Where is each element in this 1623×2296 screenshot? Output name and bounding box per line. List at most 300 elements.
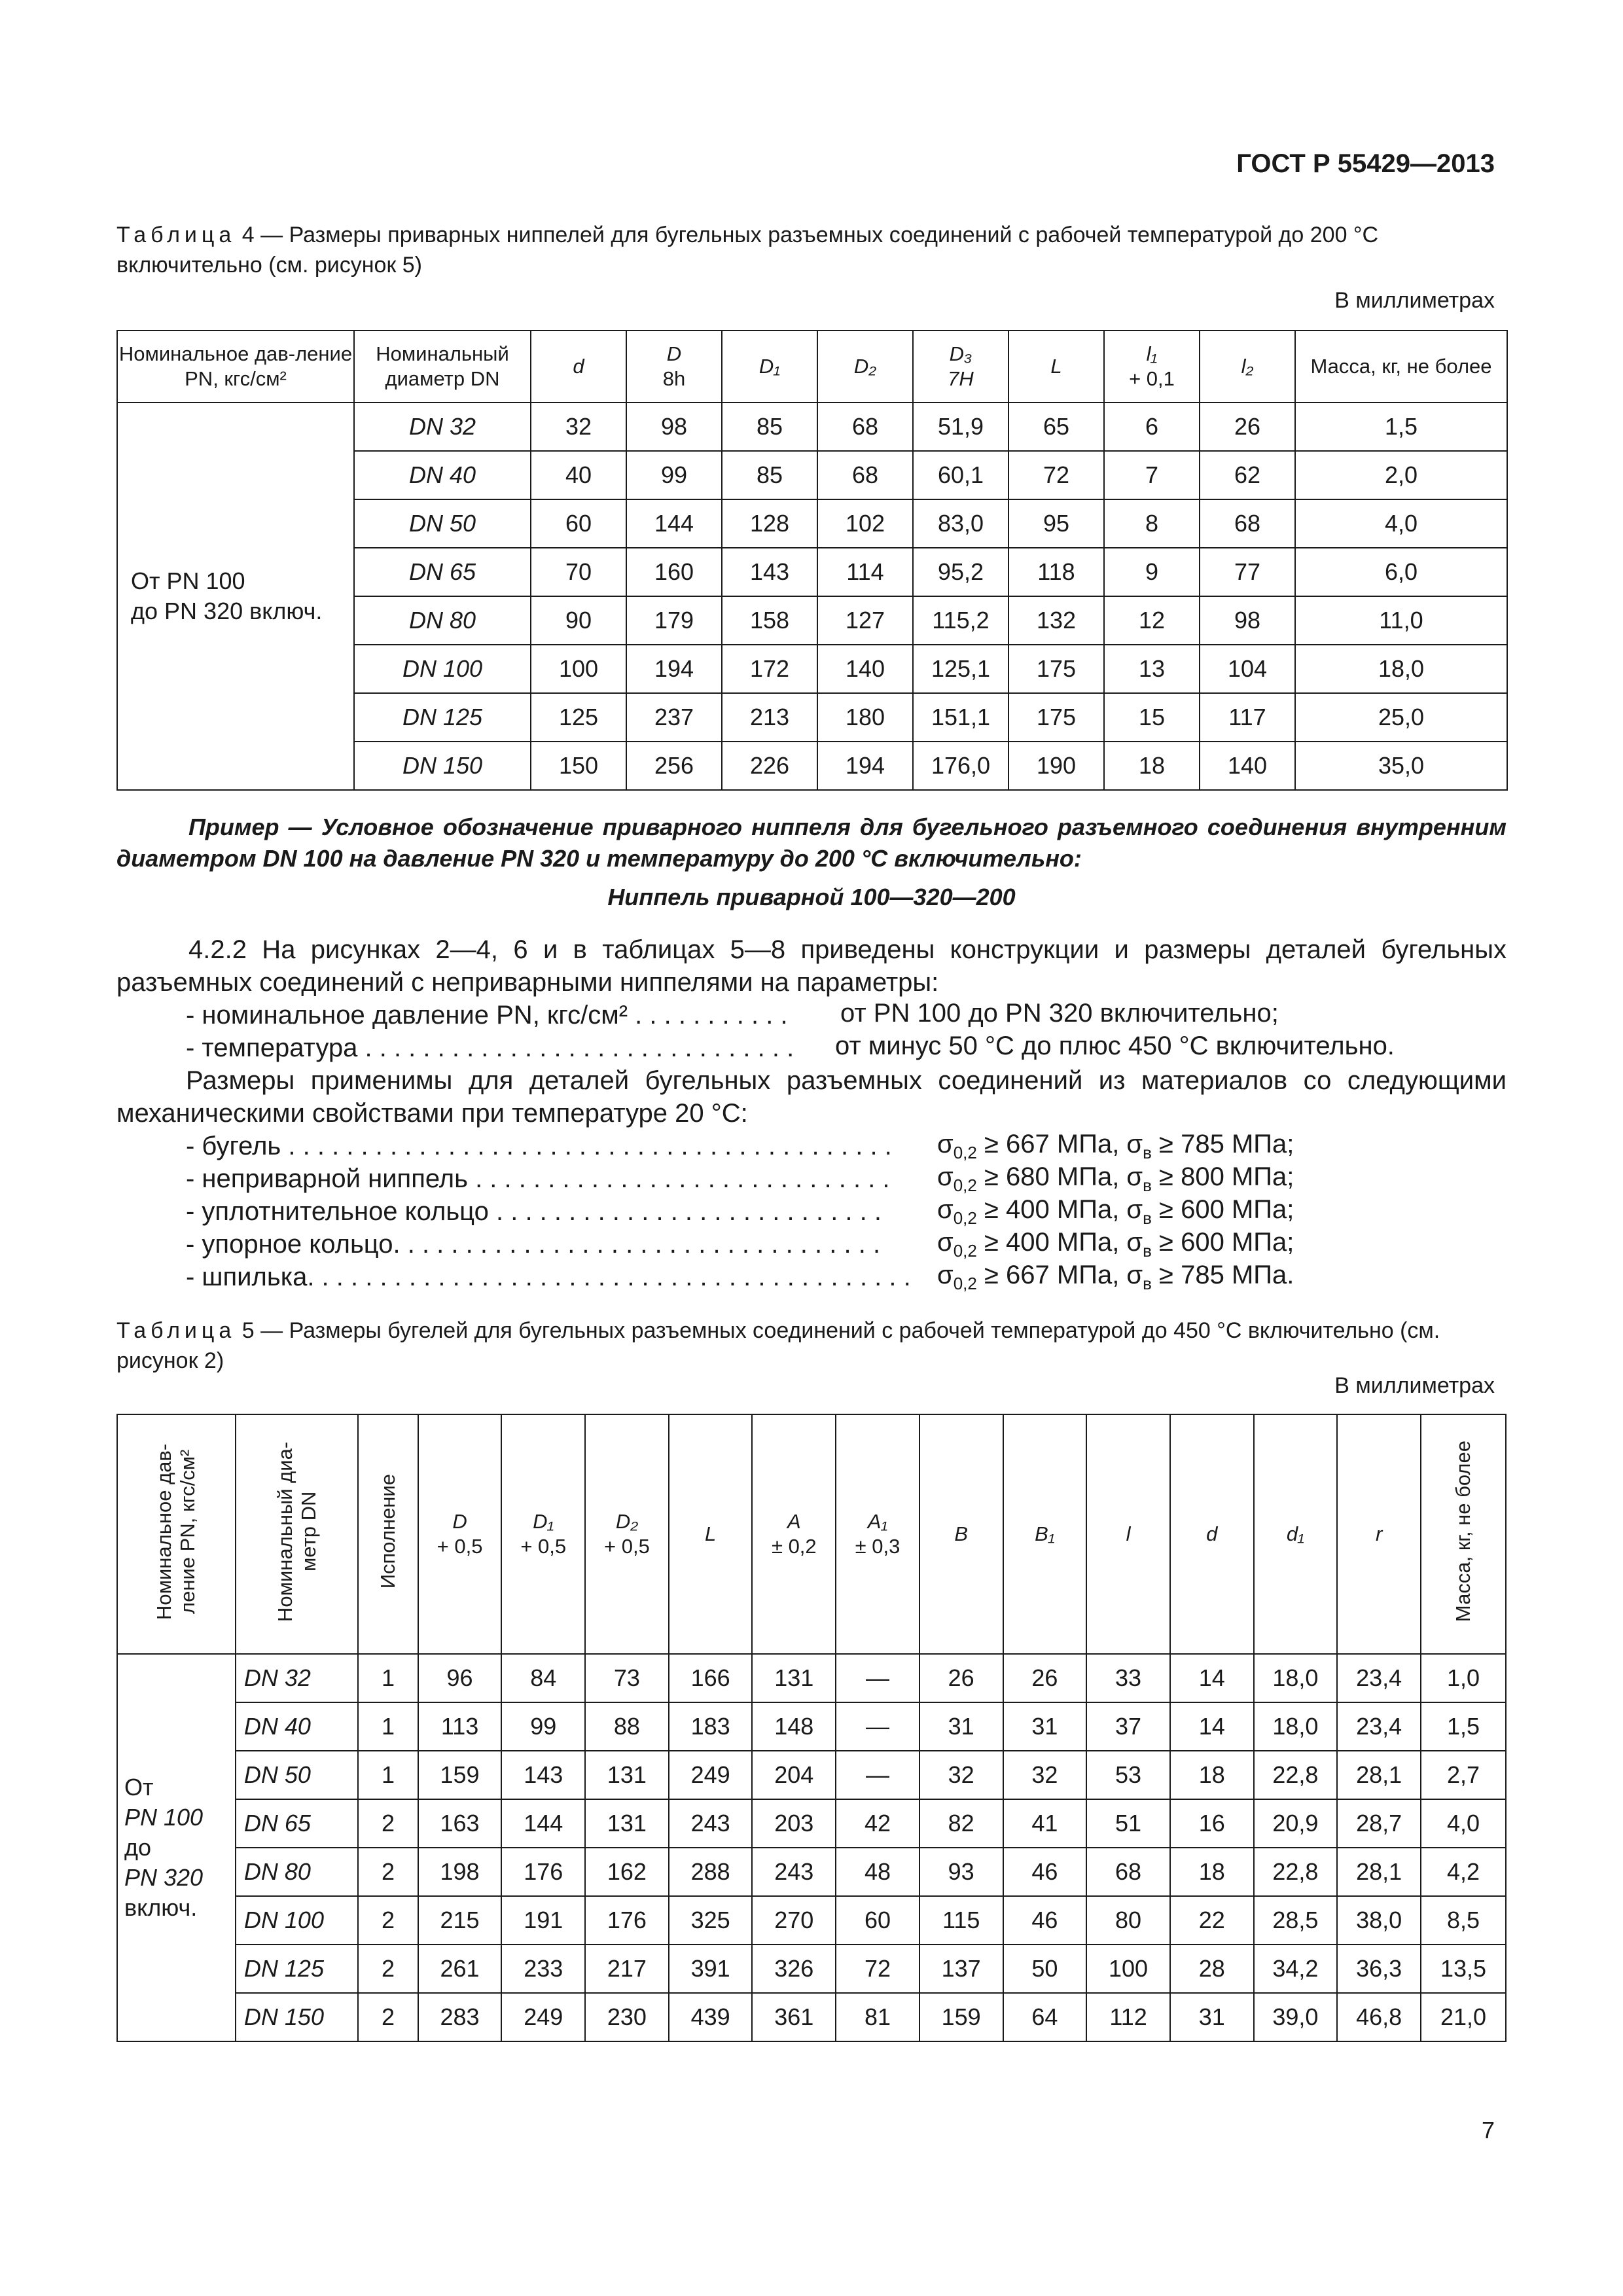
property-value-1: ≥ 400 МПа, xyxy=(976,1228,1127,1257)
table-cell: 1,5 xyxy=(1295,403,1507,451)
table5-dn xyxy=(236,1993,358,2041)
property-value-2: ≥ 600 МПа; xyxy=(1151,1228,1294,1257)
property-value-1: ≥ 667 МПа, xyxy=(976,1130,1127,1158)
table-cell: 144 xyxy=(501,1799,585,1848)
table-cell: 2,7 xyxy=(1421,1751,1506,1799)
table-cell: 243 xyxy=(752,1848,836,1896)
table-cell: 32 xyxy=(1003,1751,1087,1799)
table-cell: 104 xyxy=(1200,645,1295,693)
table-cell: 166 xyxy=(669,1654,753,1702)
table-cell: 28,5 xyxy=(1254,1896,1338,1945)
table-row xyxy=(117,1896,1506,1945)
sigma-subscript: в xyxy=(1143,1274,1152,1293)
table-cell: 68 xyxy=(817,451,913,499)
table-cell: 25,0 xyxy=(1295,693,1507,742)
table5 xyxy=(116,1414,1507,2042)
table-cell: 35,0 xyxy=(1295,742,1507,790)
table-cell: 18,0 xyxy=(1295,645,1507,693)
table5-dn-text: DN 100 xyxy=(243,1907,324,1933)
table-cell: 439 xyxy=(669,1993,753,2041)
table-cell: 175 xyxy=(1008,693,1104,742)
table4-header-D1 xyxy=(722,331,817,403)
property-label: - шпилька. . . . . . . . . . . . . . . . . . . . . . . . . . . . . . . . . . . . . . . . . . xyxy=(186,1263,911,1291)
table4-pressure-line1: От PN 100 xyxy=(131,567,245,594)
table-cell: 1 xyxy=(358,1751,418,1799)
table5-dn xyxy=(236,1945,358,1993)
table5-header-r-text: r xyxy=(1375,1522,1383,1545)
table-cell: 163 xyxy=(418,1799,502,1848)
sigma-symbol: σ xyxy=(1126,1130,1143,1158)
table4-dn xyxy=(354,742,531,790)
table5-dn-text: DN 150 xyxy=(243,2003,324,2030)
table-cell: 65 xyxy=(1008,403,1104,451)
table-cell: 162 xyxy=(585,1848,669,1896)
table-cell: 2 xyxy=(358,1896,418,1945)
table-cell: 14 xyxy=(1170,1702,1254,1751)
table-cell: 1,0 xyxy=(1421,1654,1506,1702)
table-cell: 127 xyxy=(817,596,913,645)
table-cell: 37 xyxy=(1086,1702,1170,1751)
table4-header-D3 xyxy=(913,331,1008,403)
property-value-2: ≥ 785 МПа; xyxy=(1151,1130,1294,1158)
table-cell: — xyxy=(836,1702,919,1751)
table-cell: 31 xyxy=(1003,1702,1087,1751)
table-cell: 261 xyxy=(418,1945,502,1993)
table-cell: 361 xyxy=(752,1993,836,2041)
table4-header-row xyxy=(117,331,1507,403)
table5-header-r xyxy=(1337,1414,1421,1654)
table-cell: 233 xyxy=(501,1945,585,1993)
table4-caption-label: Таблица xyxy=(116,223,236,247)
table-cell: 13 xyxy=(1104,645,1200,693)
table5-header-D-tol: + 0,5 xyxy=(437,1535,483,1558)
table5-header-A xyxy=(752,1414,836,1654)
table-cell: 28,7 xyxy=(1337,1799,1421,1848)
table-cell: 325 xyxy=(669,1896,753,1945)
table4-header-l1-tol: + 0,1 xyxy=(1129,367,1175,390)
table4-dn xyxy=(354,693,531,742)
table-cell: 283 xyxy=(418,1993,502,2041)
table-cell: 68 xyxy=(1086,1848,1170,1896)
table5-header-variant xyxy=(358,1414,418,1654)
table5-pressure-line: От xyxy=(124,1774,154,1801)
table5-header-L xyxy=(669,1414,753,1654)
table-cell: 11,0 xyxy=(1295,596,1507,645)
table5-header-row xyxy=(117,1414,1506,1654)
table-cell: 6,0 xyxy=(1295,548,1507,596)
table-cell: 117 xyxy=(1200,693,1295,742)
table-cell: 158 xyxy=(722,596,817,645)
table5-pressure-line: PN 320 xyxy=(124,1864,204,1891)
table5-header-d1-text: d₁ xyxy=(1286,1522,1304,1545)
table-cell: 18,0 xyxy=(1254,1702,1338,1751)
property-value xyxy=(937,1261,1294,1294)
table-cell: 203 xyxy=(752,1799,836,1848)
table-cell: 22 xyxy=(1170,1896,1254,1945)
table-cell: 131 xyxy=(585,1799,669,1848)
table5-header-D1 xyxy=(501,1414,585,1654)
table-cell: 32 xyxy=(531,403,626,451)
table-cell: 46 xyxy=(1003,1896,1087,1945)
table-cell: 140 xyxy=(817,645,913,693)
table-cell: 22,8 xyxy=(1254,1751,1338,1799)
table5-dn-text: DN 125 xyxy=(243,1955,324,1982)
table5-header-D xyxy=(418,1414,502,1654)
table5-dn xyxy=(236,1848,358,1896)
table5-header-diameter xyxy=(236,1414,358,1654)
table-cell: 28,1 xyxy=(1337,1848,1421,1896)
table4-dn xyxy=(354,548,531,596)
table-cell: 176 xyxy=(585,1896,669,1945)
table-cell: 172 xyxy=(722,645,817,693)
table-cell: 60 xyxy=(836,1896,919,1945)
table5-dn-text: DN 50 xyxy=(243,1761,311,1788)
table-cell: 140 xyxy=(1200,742,1295,790)
table-cell: 143 xyxy=(501,1751,585,1799)
table-cell: 64 xyxy=(1003,1993,1087,2041)
sigma-symbol: σ xyxy=(937,1228,954,1257)
table-cell: 53 xyxy=(1086,1751,1170,1799)
table-cell: 204 xyxy=(752,1751,836,1799)
table-cell: 32 xyxy=(919,1751,1003,1799)
table-cell: 217 xyxy=(585,1945,669,1993)
table-cell: 213 xyxy=(722,693,817,742)
sigma-symbol: σ xyxy=(1126,1162,1143,1191)
table-cell: 93 xyxy=(919,1848,1003,1896)
property-line xyxy=(186,1195,882,1228)
table-cell: — xyxy=(836,1654,919,1702)
table-cell: 38,0 xyxy=(1337,1896,1421,1945)
table-cell: 98 xyxy=(626,403,722,451)
table5-dn xyxy=(236,1751,358,1799)
table-row xyxy=(117,1945,1506,1993)
table4-dn-text: DN 150 xyxy=(402,752,483,779)
table-cell: 95,2 xyxy=(913,548,1008,596)
table-cell: 180 xyxy=(817,693,913,742)
table-cell: 114 xyxy=(817,548,913,596)
table-cell: 81 xyxy=(836,1993,919,2041)
table-cell: 160 xyxy=(626,548,722,596)
table-row xyxy=(117,1702,1506,1751)
table-cell: 51 xyxy=(1086,1799,1170,1848)
table-row xyxy=(117,1993,1506,2041)
table-cell: 83,0 xyxy=(913,499,1008,548)
sigma-subscript: 0,2 xyxy=(953,1208,977,1228)
table4-header-D xyxy=(626,331,722,403)
table4-header-D-text: D xyxy=(666,342,682,365)
sigma-symbol: σ xyxy=(937,1261,954,1289)
sigma-subscript: в xyxy=(1143,1208,1152,1228)
param-temperature-value: от минус 50 °С до плюс 450 °С включительно. xyxy=(835,1031,1395,1060)
table-cell: 191 xyxy=(501,1896,585,1945)
table-cell: 7 xyxy=(1104,451,1200,499)
table5-caption-text: 5 — Размеры бугелей для бугельных разъемных соединений с рабочей температурой до 450 °С включительно (см. рисунок 2) xyxy=(116,1318,1440,1373)
table5-header-l-text: l xyxy=(1126,1522,1131,1545)
example-designation: Ниппель приварной 100—320—200 xyxy=(607,884,1016,910)
table5-header-diameter-text: Номинальный диа-метр DN xyxy=(273,1441,320,1622)
table-cell: 128 xyxy=(722,499,817,548)
table5-header-variant-text: Исполнение xyxy=(376,1473,399,1589)
table-cell: — xyxy=(836,1751,919,1799)
table-cell: 68 xyxy=(1200,499,1295,548)
table5-header-D1-tol: + 0,5 xyxy=(520,1535,567,1558)
table-cell: 16 xyxy=(1170,1799,1254,1848)
property-line xyxy=(186,1228,880,1261)
table-cell: 102 xyxy=(817,499,913,548)
table-cell: 95 xyxy=(1008,499,1104,548)
standard-identifier: ГОСТ Р 55429—2013 xyxy=(1236,149,1495,178)
table5-header-A1 xyxy=(836,1414,919,1654)
table-row xyxy=(117,1654,1506,1702)
table4-dn xyxy=(354,596,531,645)
table4-dn xyxy=(354,645,531,693)
property-line xyxy=(186,1261,911,1293)
table5-pressure-line: включ. xyxy=(124,1894,198,1921)
table-cell: 99 xyxy=(626,451,722,499)
table-cell: 60,1 xyxy=(913,451,1008,499)
table-cell: 15 xyxy=(1104,693,1200,742)
table-cell: 125 xyxy=(531,693,626,742)
table-row xyxy=(117,1848,1506,1896)
table-cell: 51,9 xyxy=(913,403,1008,451)
table5-header-pressure-text: Номинальное дав-ление PN, кгс/см² xyxy=(152,1443,200,1620)
table-cell: 21,0 xyxy=(1421,1993,1506,2041)
table-cell: 36,3 xyxy=(1337,1945,1421,1993)
property-value-2: ≥ 800 МПа; xyxy=(1151,1162,1294,1191)
table5-header-B xyxy=(919,1414,1003,1654)
table-cell: 270 xyxy=(752,1896,836,1945)
table4-header-pressure: Номинальное дав-ление PN, кгс/см² xyxy=(117,331,354,403)
property-label: - упорное кольцо. . . . . . . . . . . . . . . . . . . . . . . . . . . . . . . . . . xyxy=(186,1230,881,1259)
table4-header-L xyxy=(1008,331,1104,403)
table5-dn-text: DN 32 xyxy=(243,1664,311,1691)
table-cell: 159 xyxy=(919,1993,1003,2041)
table-cell: 41 xyxy=(1003,1799,1087,1848)
table-cell: 84 xyxy=(501,1654,585,1702)
table5-dn xyxy=(236,1654,358,1702)
table4-header-l2-text: l₂ xyxy=(1241,355,1254,378)
table-cell: 33 xyxy=(1086,1654,1170,1702)
table5-header-d1 xyxy=(1254,1414,1338,1654)
sigma-subscript: 0,2 xyxy=(953,1274,977,1293)
table5-header-B1-text: B₁ xyxy=(1035,1522,1055,1545)
table4-header-D1-text: D₁ xyxy=(758,355,781,378)
table-cell: 6 xyxy=(1104,403,1200,451)
table-cell: 77 xyxy=(1200,548,1295,596)
param-pressure-value: от PN 100 до PN 320 включительно; xyxy=(840,999,1279,1028)
table5-header-D-text: D xyxy=(452,1510,467,1533)
table5-dn xyxy=(236,1896,358,1945)
table-cell: 9 xyxy=(1104,548,1200,596)
sigma-symbol: σ xyxy=(1126,1195,1143,1224)
table5-pressure-line: PN 100 xyxy=(124,1804,204,1831)
table4-header-l1 xyxy=(1104,331,1200,403)
table4-units: В миллиметрах xyxy=(1334,288,1495,313)
table-cell: 4,0 xyxy=(1421,1799,1506,1848)
table-cell: 40 xyxy=(531,451,626,499)
table-cell: 28 xyxy=(1170,1945,1254,1993)
table-cell: 131 xyxy=(585,1751,669,1799)
table4-dn xyxy=(354,403,531,451)
table-cell: 18,0 xyxy=(1254,1654,1338,1702)
example-text: Пример — Условное обозначение приварного ниппеля для бугельного разъемного соединения внутренним диаметром DN 100 на давление PN 320 и температуру до 200 °С включительно: xyxy=(116,814,1507,872)
table-cell: 2 xyxy=(358,1993,418,2041)
table-cell: 2 xyxy=(358,1945,418,1993)
table-cell: 8 xyxy=(1104,499,1200,548)
param-temperature-label: - температура . . . . . . . . . . . . . . . . . . . . . . . . . . . . . . xyxy=(186,1033,794,1062)
table-cell: 176,0 xyxy=(913,742,1008,790)
property-value-2: ≥ 785 МПа. xyxy=(1151,1261,1294,1289)
table-cell: 39,0 xyxy=(1254,1993,1338,2041)
table4-pressure-cell xyxy=(117,403,354,790)
table-cell: 26 xyxy=(919,1654,1003,1702)
table5-header-mass xyxy=(1421,1414,1506,1654)
table-cell: 137 xyxy=(919,1945,1003,1993)
table-cell: 256 xyxy=(626,742,722,790)
sigma-subscript: 0,2 xyxy=(953,1175,977,1195)
table-cell: 215 xyxy=(418,1896,502,1945)
table5-pressure-cell xyxy=(117,1654,236,2041)
table-cell: 85 xyxy=(722,451,817,499)
sigma-subscript: 0,2 xyxy=(953,1241,977,1261)
table-row xyxy=(117,403,1507,451)
table-cell: 88 xyxy=(585,1702,669,1751)
table-cell: 23,4 xyxy=(1337,1654,1421,1702)
table-cell: 31 xyxy=(1170,1993,1254,2041)
table4-dn xyxy=(354,451,531,499)
table5-header-mass-text: Масса, кг, не более xyxy=(1451,1440,1474,1623)
table-cell: 113 xyxy=(418,1702,502,1751)
table5-header-D2-tol: + 0,5 xyxy=(604,1535,650,1558)
table-cell: 144 xyxy=(626,499,722,548)
table-cell: 183 xyxy=(669,1702,753,1751)
table-cell: 96 xyxy=(418,1654,502,1702)
table-cell: 243 xyxy=(669,1799,753,1848)
table4-caption-text: 4 — Размеры приварных ниппелей для бугельных разъемных соединений с рабочей температурой до 200 °С включительно (см. рисунок 5) xyxy=(116,223,1379,278)
table-cell: 249 xyxy=(669,1751,753,1799)
table4-header-d-text: d xyxy=(573,355,584,378)
table-cell: 2,0 xyxy=(1295,451,1507,499)
sigma-symbol: σ xyxy=(937,1162,954,1191)
table-cell: 60 xyxy=(531,499,626,548)
table4-dn-text: DN 32 xyxy=(408,413,476,440)
table-cell: 194 xyxy=(817,742,913,790)
table5-header-L-text: L xyxy=(705,1522,717,1545)
table4-header-D3-text: D₃ xyxy=(949,342,972,365)
sigma-symbol: σ xyxy=(1126,1261,1143,1289)
table-cell: 26 xyxy=(1003,1654,1087,1702)
table-cell: 20,9 xyxy=(1254,1799,1338,1848)
table5-dn xyxy=(236,1702,358,1751)
table5-caption-label: Таблица xyxy=(116,1318,236,1343)
sigma-symbol: σ xyxy=(937,1130,954,1158)
table-cell: 46 xyxy=(1003,1848,1087,1896)
table-cell: 176 xyxy=(501,1848,585,1896)
property-value xyxy=(937,1228,1294,1261)
table-cell: 98 xyxy=(1200,596,1295,645)
table4-dn-text: DN 40 xyxy=(408,461,476,488)
table5-header-D2-text: D₂ xyxy=(615,1510,639,1533)
table5-header-A1-tol: ± 0,3 xyxy=(855,1535,901,1558)
table4 xyxy=(116,330,1508,791)
table-cell: 159 xyxy=(418,1751,502,1799)
table4-header-D3-tol: 7H xyxy=(948,367,974,390)
table-cell: 68 xyxy=(817,403,913,451)
table-cell: 18 xyxy=(1104,742,1200,790)
table4-header-mass: Масса, кг, не более xyxy=(1295,331,1507,403)
table-cell: 90 xyxy=(531,596,626,645)
table5-units: В миллиметрах xyxy=(1334,1373,1495,1398)
property-line xyxy=(186,1130,892,1162)
table-cell: 18 xyxy=(1170,1751,1254,1799)
table5-header-B-text: B xyxy=(954,1522,969,1545)
table-cell: 175 xyxy=(1008,645,1104,693)
table-cell: 34,2 xyxy=(1254,1945,1338,1993)
sigma-subscript: в xyxy=(1143,1175,1152,1195)
table-cell: 73 xyxy=(585,1654,669,1702)
table-cell: 115 xyxy=(919,1896,1003,1945)
table5-header-d xyxy=(1170,1414,1254,1654)
table4-header-L-text: L xyxy=(1050,355,1062,378)
table-cell: 42 xyxy=(836,1799,919,1848)
table-cell: 12 xyxy=(1104,596,1200,645)
table-cell: 115,2 xyxy=(913,596,1008,645)
table-cell: 85 xyxy=(722,403,817,451)
table5-header-d-text: d xyxy=(1206,1522,1218,1545)
table4-header-D2 xyxy=(817,331,913,403)
table5-dn-text: DN 65 xyxy=(243,1810,311,1837)
property-value xyxy=(937,1195,1294,1229)
table-cell: 190 xyxy=(1008,742,1104,790)
sigma-subscript: в xyxy=(1143,1143,1152,1162)
table-cell: 237 xyxy=(626,693,722,742)
table-cell: 1,5 xyxy=(1421,1702,1506,1751)
table-cell: 4,0 xyxy=(1295,499,1507,548)
table-cell: 112 xyxy=(1086,1993,1170,2041)
table4-dn-text: DN 100 xyxy=(402,655,483,682)
table-cell: 99 xyxy=(501,1702,585,1751)
table5-header-pressure xyxy=(117,1414,236,1654)
table-cell: 226 xyxy=(722,742,817,790)
table-cell: 62 xyxy=(1200,451,1295,499)
table5-header-D1-text: D₁ xyxy=(533,1510,554,1533)
table4-dn-text: DN 80 xyxy=(408,607,476,634)
table-cell: 70 xyxy=(531,548,626,596)
table5-dn-text: DN 80 xyxy=(243,1858,311,1885)
table-row xyxy=(117,1799,1506,1848)
table5-caption xyxy=(116,1316,1507,1376)
table-cell: 1 xyxy=(358,1702,418,1751)
property-label: - бугель . . . . . . . . . . . . . . . . . . . . . . . . . . . . . . . . . . . . . . . . . . xyxy=(186,1132,892,1160)
table4-dn-text: DN 65 xyxy=(408,558,476,585)
property-label: - неприварной ниппель . . . . . . . . . . . . . . . . . . . . . . . . . . . . . xyxy=(186,1164,890,1193)
sigma-symbol: σ xyxy=(937,1195,954,1224)
param-pressure-label: - номинальное давление PN, кгс/см² . . . . . . . . . . . xyxy=(186,1001,788,1030)
table-cell: 249 xyxy=(501,1993,585,2041)
table5-header-A-tol: ± 0,2 xyxy=(771,1535,817,1558)
table-cell: 118 xyxy=(1008,548,1104,596)
table-cell: 72 xyxy=(836,1945,919,1993)
table4-pressure-line2: до PN 320 включ. xyxy=(131,598,323,624)
table-cell: 198 xyxy=(418,1848,502,1896)
property-value xyxy=(937,1162,1294,1196)
table-cell: 2 xyxy=(358,1848,418,1896)
table4-dn-text: DN 50 xyxy=(408,510,476,537)
page-number: 7 xyxy=(1481,2117,1495,2144)
table-cell: 179 xyxy=(626,596,722,645)
table4-dn xyxy=(354,499,531,548)
table-cell: 18 xyxy=(1170,1848,1254,1896)
